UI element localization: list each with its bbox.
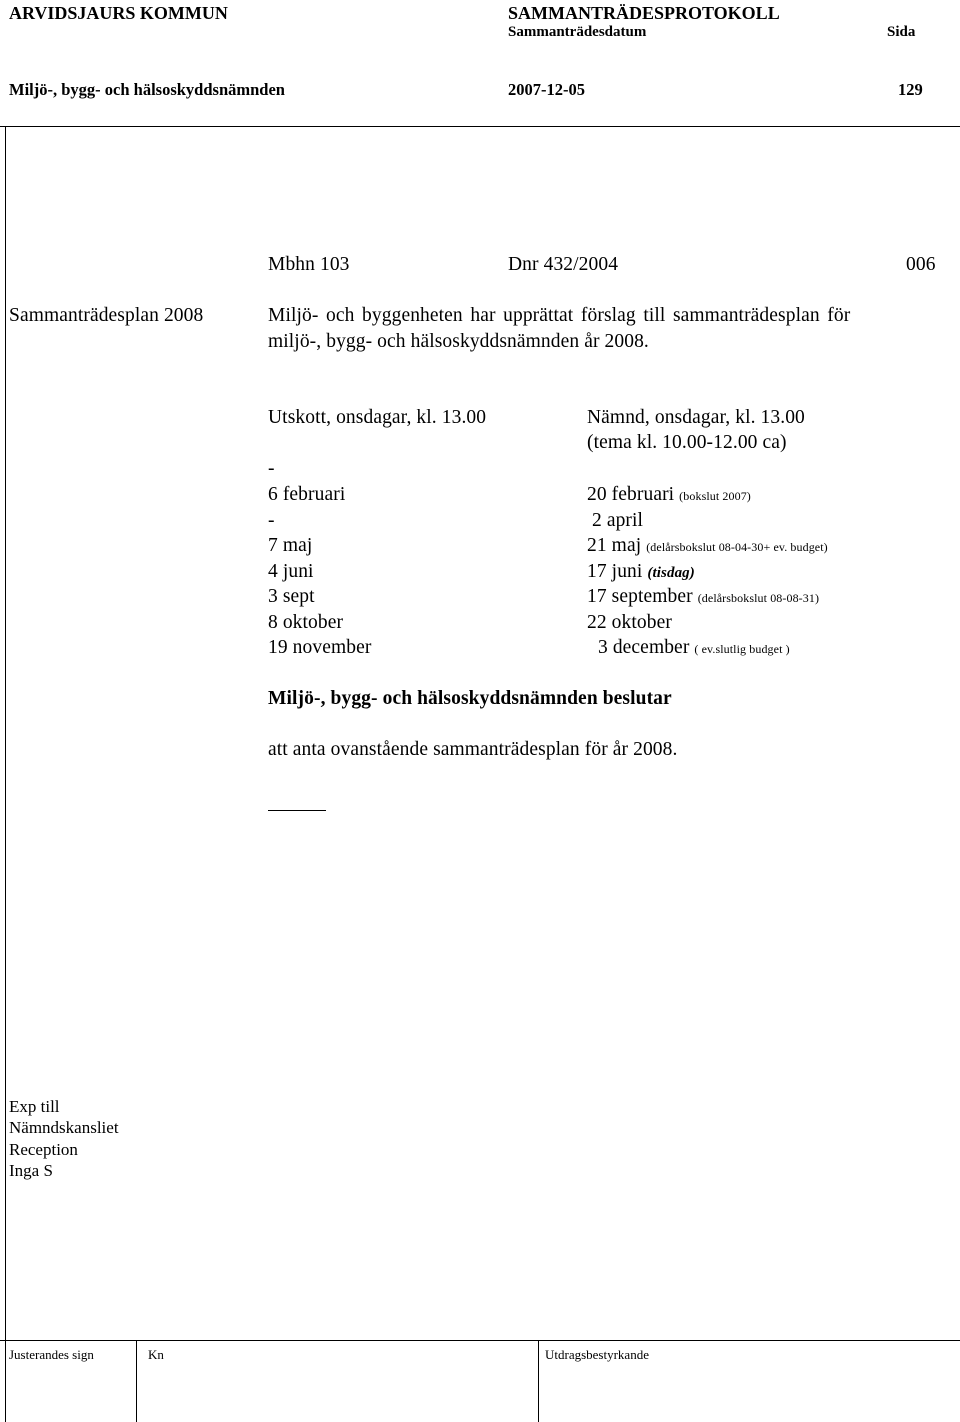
- schedule-note: (tisdag): [647, 565, 695, 581]
- sign-label: Justerandes sign: [9, 1347, 94, 1362]
- schedule-left-cell: 3 sept: [268, 586, 315, 607]
- schedule-left-cell: -: [268, 510, 275, 531]
- side-title: Sammanträdesplan 2008: [9, 305, 204, 326]
- date-label: Sammanträdesdatum: [508, 24, 647, 40]
- schedule-right-cell: [587, 535, 828, 557]
- end-rule: [268, 810, 326, 811]
- schedule-right-cell: [587, 561, 695, 583]
- board-schedule-subheader: (tema kl. 10.00-12.00 ca): [587, 432, 787, 453]
- footer-separator-1: [136, 1340, 137, 1422]
- schedule-left-cell: 19 november: [268, 637, 372, 658]
- left-border: [5, 126, 6, 1422]
- decision-text: att anta ovanstående sammanträdesplan för år 2008.: [268, 739, 678, 760]
- schedule-date: 17 juni: [587, 561, 643, 582]
- schedule-date: 21 maj: [587, 535, 642, 556]
- board-schedule-header: Nämnd, onsdagar, kl. 13.00: [587, 407, 805, 428]
- certify-label: Utdragsbestyrkande: [545, 1347, 649, 1362]
- decision-heading: Miljö-, bygg- och hälsoskyddsnämnden beslutar: [268, 688, 672, 709]
- committee-name: Miljö-, bygg- och hälsoskyddsnämnden: [9, 80, 285, 99]
- schedule-right-cell: 2 april: [592, 510, 644, 531]
- distribution-line: Nämndskansliet: [9, 1118, 119, 1138]
- header-divider: [0, 126, 960, 127]
- distribution-line: Reception: [9, 1139, 78, 1159]
- distribution-line: Exp till: [9, 1097, 60, 1116]
- case-code: 006: [906, 254, 936, 275]
- schedule-right-cell: [598, 637, 790, 659]
- distribution-line: Inga S: [9, 1160, 53, 1180]
- schedule-left-cell: -: [268, 458, 275, 479]
- meeting-date: 2007-12-05: [508, 80, 585, 99]
- schedule-left-cell: 4 juni: [268, 561, 314, 582]
- intro-line-2: miljö-, bygg- och hälsoskyddsnämnden år 2008.: [268, 331, 649, 352]
- schedule-left-cell: 7 maj: [268, 535, 313, 556]
- schedule-left-cell: 6 februari: [268, 484, 346, 505]
- org-name: ARVIDSJAURS KOMMUN: [9, 3, 228, 23]
- schedule-right-cell: 22 oktober: [587, 612, 672, 633]
- page-label: Sida: [887, 24, 916, 40]
- schedule-note: (delårsbokslut 08-08-31): [697, 591, 820, 605]
- schedule-left-cell: 8 oktober: [268, 612, 344, 633]
- intro-line-1: Miljö- och byggenheten har upprättat förslag till sammanträdesplan för: [268, 305, 851, 326]
- schedule-date: 20 februari: [587, 484, 675, 505]
- footer-separator-2: [538, 1340, 539, 1422]
- sign-initials: Kn: [148, 1347, 164, 1362]
- schedule-date: 3 december: [598, 637, 690, 658]
- page-number: 129: [898, 80, 923, 99]
- footer-divider: [0, 1340, 960, 1341]
- committee-schedule-header: Utskott, onsdagar, kl. 13.00: [268, 407, 487, 428]
- schedule-right-cell: [587, 484, 751, 506]
- distribution-list: [9, 1096, 119, 1181]
- schedule-note: (bokslut 2007): [679, 489, 751, 503]
- doc-type: SAMMANTRÄDESPROTOKOLL: [508, 3, 780, 23]
- schedule-note: ( ev.slutlig budget ): [694, 642, 790, 656]
- dnr-number: Dnr 432/2004: [508, 254, 619, 275]
- schedule-date: 17 september: [587, 586, 693, 607]
- schedule-right-cell: [587, 586, 819, 608]
- paragraph-number: Mbhn 103: [268, 254, 350, 275]
- schedule-note: (delårsbokslut 08-04-30+ ev. budget): [646, 540, 828, 554]
